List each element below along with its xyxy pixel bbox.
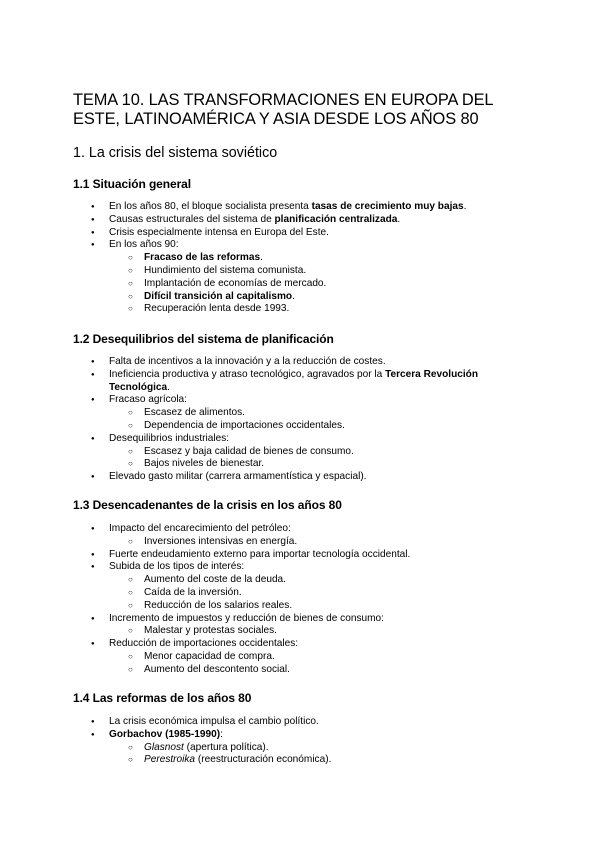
sub-list-item: ○ Hundimiento del sistema comunista. bbox=[0, 265, 600, 278]
sub-list-item: ○ Escasez de alimentos. bbox=[0, 407, 600, 420]
section-1-heading: 1. La crisis del sistema soviético bbox=[73, 145, 278, 161]
sub-list-item: ○ Aumento del coste de la deuda. bbox=[0, 574, 600, 587]
section-1-2-heading: 1.2 Desequilibrios del sistema de planificación bbox=[73, 332, 334, 346]
list-item: ● Reducción de importaciones occidentales: bbox=[0, 638, 529, 651]
sub-list-item: ○ Reducción de los salarios reales. bbox=[0, 600, 600, 613]
list-item: ● Causas estructurales del sistema de planificación centralizada. bbox=[0, 214, 529, 227]
sub-list-item: ○ Dependencia de importaciones occidentales. bbox=[0, 420, 600, 433]
sub-list-item: ○ Inversiones intensivas en energía. bbox=[0, 536, 600, 549]
list-item: ● Elevado gasto militar (carrera armamentística y espacial). bbox=[0, 471, 529, 484]
list-item: ● Gorbachov (1985-1990): bbox=[0, 729, 529, 742]
sub-list-item: ○ Implantación de economías de mercado. bbox=[0, 278, 600, 291]
sub-list-item: ○ Perestroika (reestructuración económica). bbox=[0, 754, 600, 767]
list-item: ● Incremento de impuestos y reducción de bienes de consumo: bbox=[0, 613, 529, 626]
list-item: ● Fracaso agrícola: bbox=[0, 394, 529, 407]
section-1-3-list bbox=[0, 523, 600, 677]
list-item: ● La crisis económica impulsa el cambio político. bbox=[0, 716, 529, 729]
section-1-1-list bbox=[0, 201, 600, 316]
list-item: ● Crisis especialmente intensa en Europa del Este. bbox=[0, 227, 529, 240]
list-item: ● Impacto del encarecimiento del petróleo: bbox=[0, 523, 529, 536]
list-item: ● Ineficiencia productiva y atraso tecnológico, agravados por la Tercera Revolución Tecnológica. bbox=[0, 369, 529, 395]
section-1-4-list bbox=[0, 716, 600, 767]
list-item: ● Subida de los tipos de interés: bbox=[0, 561, 529, 574]
section-1-1-heading: 1.1 Situación general bbox=[73, 177, 191, 191]
sub-list-item: ○ Fracaso de las reformas. bbox=[0, 252, 600, 265]
sub-list-item: ○ Escasez y baja calidad de bienes de consumo. bbox=[0, 446, 600, 459]
sub-list-item: ○ Glasnost (apertura política). bbox=[0, 742, 600, 755]
list-item: ● En los años 80, el bloque socialista presenta tasas de crecimiento muy bajas. bbox=[0, 201, 529, 214]
list-item: ● Fuerte endeudamiento externo para importar tecnología occidental. bbox=[0, 549, 529, 562]
list-item: ● En los años 90: bbox=[0, 239, 529, 252]
sub-list-item: ○ Bajos niveles de bienestar. bbox=[0, 458, 600, 471]
section-1-2-list bbox=[0, 356, 600, 484]
document-title: TEMA 10. LAS TRANSFORMACIONES EN EUROPA DEL ESTE, LATINOAMÉRICA Y ASIA DESDE LOS AÑOS 80 bbox=[73, 91, 493, 128]
list-item: ● Desequilibrios industriales: bbox=[0, 433, 529, 446]
list-item: ● Falta de incentivos a la innovación y a la reducción de costes. bbox=[0, 356, 529, 369]
sub-list-item: ○ Aumento del descontento social. bbox=[0, 664, 600, 677]
sub-list-item: ○ Caída de la inversión. bbox=[0, 587, 600, 600]
sub-list-item: ○ Malestar y protestas sociales. bbox=[0, 625, 600, 638]
sub-list-item: ○ Difícil transición al capitalismo. bbox=[0, 291, 600, 304]
section-1-3-heading: 1.3 Desencadenantes de la crisis en los años 80 bbox=[73, 498, 342, 512]
sub-list-item: ○ Recuperación lenta desde 1993. bbox=[0, 303, 600, 316]
section-1-4-heading: 1.4 Las reformas de los años 80 bbox=[73, 691, 252, 705]
sub-list-item: ○ Menor capacidad de compra. bbox=[0, 651, 600, 664]
